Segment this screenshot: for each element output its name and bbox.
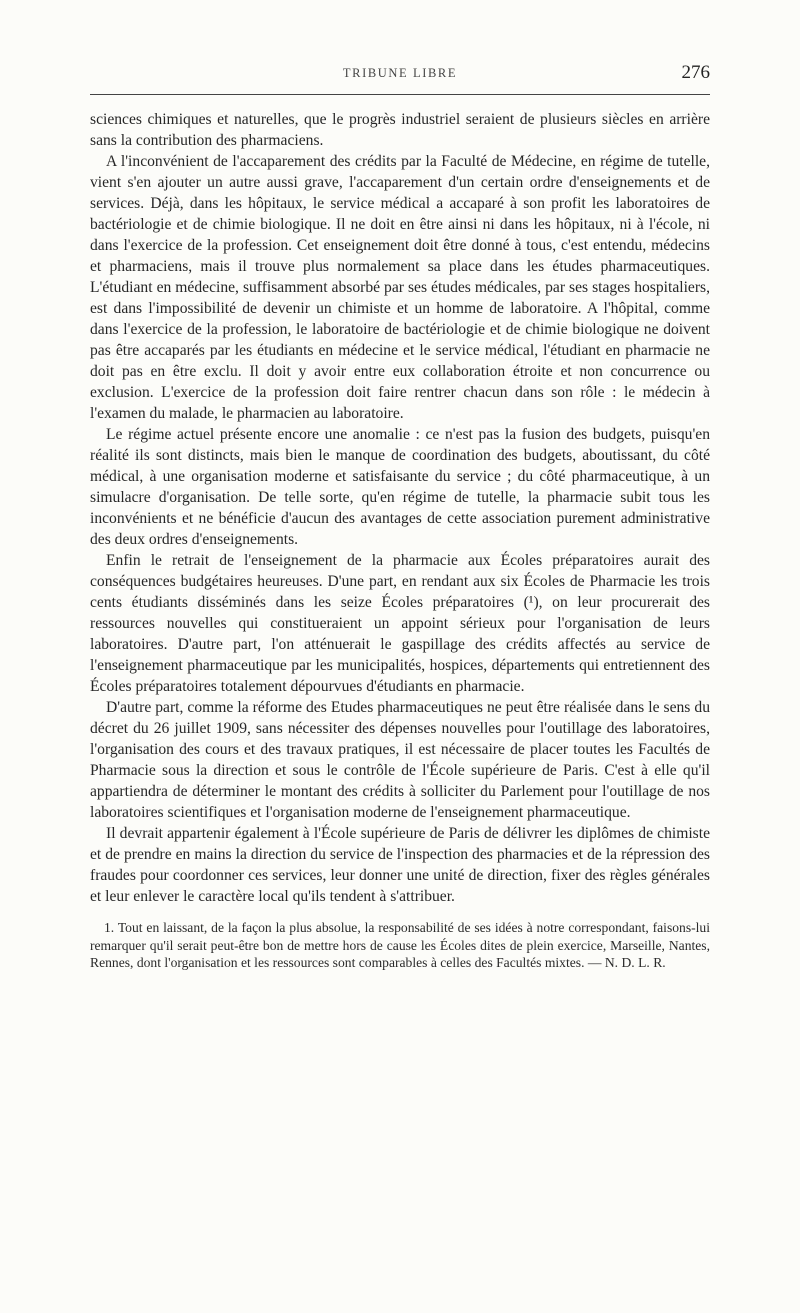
paragraph-reforme-etudes: D'autre part, comme la réforme des Etudes pharmaceutiques ne peut être réalisée dans le sens du décret du 26 juillet 1909, sans nécessiter des dépenses nouvelles pour l'outillage des laboratoires, l'organisation des cours et des travaux pratiques, il est nécessaire de placer toutes les Facultés de Pharmacie sous la direction et sous le contrôle de l'École supérieure de Paris. C'est à elle qu'il appartiendra de déterminer le montant des crédits à solliciter du Parlement pour l'outillage de nos laboratoires scientifiques et l'organisation moderne de l'enseignement pharmaceutique. (90, 699, 710, 821)
footnote: 1. Tout en laissant, de la façon la plus absolue, la responsabilité de ses idées à notre correspondant, faisons-lui remarquer qu'il serait peut-être bon de mettre hors de cause les Écoles dites de plein exercice, Marseille, Nantes, Rennes, dont l'organisation et les ressources sont comparables à celles des Facultés mixtes. — N. D. L. R. (90, 920, 710, 970)
article-body (90, 109, 710, 907)
page-header (90, 60, 710, 95)
journal-page (90, 60, 710, 972)
paragraph-accaparement: A l'inconvénient de l'accaparement des crédits par la Faculté de Médecine, en régime de tutelle, vient s'en ajouter un autre aussi grave, l'accaparement d'un certain ordre d'enseignements et de services. Déjà, dans les hôpitaux, le service médical a accaparé à son profit les laboratoires de bactériologie et de chimie biologique. Il ne doit en être ainsi ni dans les hôpitaux, ni à l'école, ni dans l'exercice de la profession. Cet enseignement doit être donné à tous, c'est entendu, médecins et pharmaciens, mais il trouve plus normalement sa place dans les études pharmaceutiques. L'étudiant en médecine, suffisamment absorbé par ses études médicales, par ses stages hospitaliers, est dans l'impossibilité de devenir un chimiste et un homme de laboratoire. A l'hôpital, comme dans l'exercice de la profession, le laboratoire de bactériologie et de chimie biologique ne doivent pas être accaparés par les étudiants en médecine et le service médical, l'étudiant en pharmacie ne doit pas en être exclu. Il doit y avoir entre eux collaboration étroite et non concurrence ou exclusion. L'exercice de la profession doit faire rentrer chacun dans son rôle : le médecin à l'examen du malade, le pharmacien au laboratoire. (90, 153, 710, 422)
paragraph-ecoles-preparatoires: Enfin le retrait de l'enseignement de la pharmacie aux Écoles préparatoires aurait des conséquences budgétaires heureuses. D'une part, en rendant aux six Écoles de Pharmacie les trois cents étudiants disséminés dans les seize Écoles préparatoires (¹), on leur procurerait des ressources nouvelles qui constitueraient un appoint sérieux pour l'organisation de leurs laboratoires. D'autre part, l'on atténuerait le gaspillage des crédits affectés au service de l'enseignement pharmaceutique par les municipalités, hospices, départements qui entretiennent des Écoles préparatoires totalement dépourvues d'étudiants en pharmacie. (90, 552, 710, 695)
paragraph-regime-actuel: Le régime actuel présente encore une anomalie : ce n'est pas la fusion des budgets, puisqu'en réalité ils sont distincts, mais bien le manque de coordination des budgets, aboutissant, du côté médical, à une organisation moderne et satisfaisante du service ; du côté pharmaceutique, à un simulacre d'organisation. De telle sorte, qu'en régime de tutelle, la pharmacie subit tous les inconvénients et ne bénéficie d'aucun des avantages de cette association purement administrative des deux ordres d'enseignements. (90, 426, 710, 548)
page-number: 276 (681, 62, 710, 83)
running-head: TRIBUNE LIBRE (342, 66, 458, 80)
paragraph-continuation: sciences chimiques et naturelles, que le progrès industriel seraient de plusieurs siècles en arrière sans la contribution des pharmaciens. (90, 111, 710, 149)
paragraph-ecole-superieure: Il devrait appartenir également à l'École supérieure de Paris de délivrer les diplômes de chimiste et de prendre en mains la direction du service de l'inspection des pharmacies et de la répression des fraudes pour coordonner ces services, leur donner une unité de direction, fixer des règles générales et leur enlever le caractère local qu'ils tendent à s'attribuer. (90, 825, 710, 905)
